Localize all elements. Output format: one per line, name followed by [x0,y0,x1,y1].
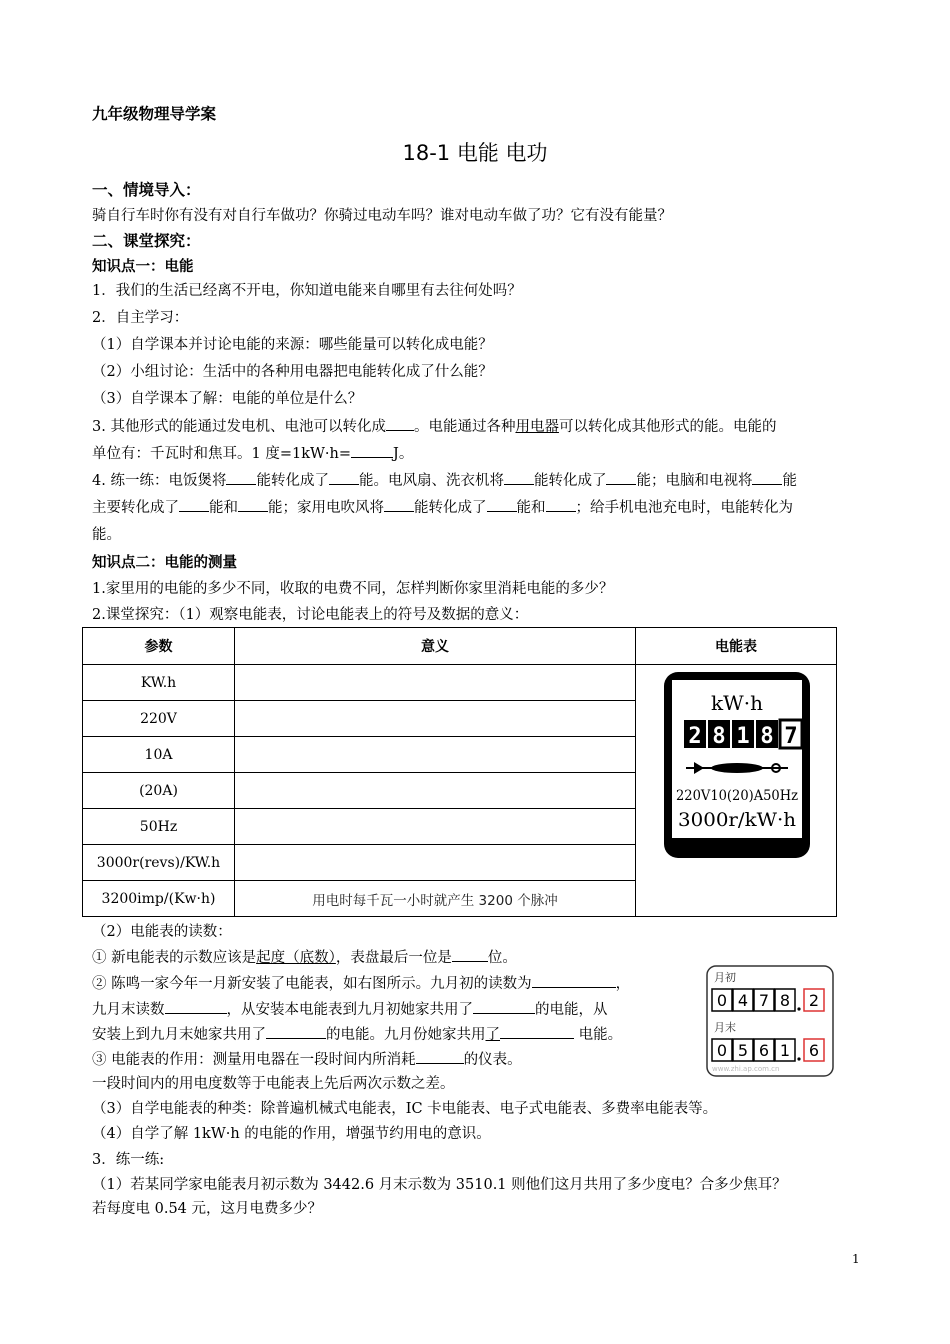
param-cell: 3200imp/(Kw·h) [83,881,235,917]
reading-digit: 1 [779,1041,791,1060]
reading-digit: 8 [779,991,791,1010]
answer-blank[interactable] [487,497,517,512]
param-cell: (20A) [83,773,235,809]
meter-readings-figure [706,965,834,1077]
month-end-label: 月末 [714,1021,736,1034]
reading-digit: 7 [758,991,770,1010]
answer-blank[interactable] [606,470,636,485]
section-explore-heading: 二、课堂探究： [92,232,201,250]
question-2-3: （3）自学课本了解：电能的单位是什么？ [92,391,363,407]
kwh-meaning-line: （4）自学了解 1kW·h 的电能的作用，增强节约用电的意识。 [92,1126,491,1142]
reading-digit: 6 [758,1041,770,1060]
answer-blank[interactable] [752,470,782,485]
exercise-problem-1-cont: 若每度电 0.54 元，这月电费多少？ [92,1201,323,1217]
answer-blank[interactable] [266,1024,326,1039]
reading-digit: 0 [716,1041,728,1060]
reading-line-1: ① 新电能表的示数应该是起度（底数），表盘最后一位是 位。 [92,947,517,968]
reading-line-5: ③ 电能表的作用：测量用电器在一段时间内所消耗 的仪表。 [92,1049,522,1070]
reading-digit: 5 [737,1041,749,1060]
reading-digit: 0 [716,991,728,1010]
meter-digit: 7 [784,724,798,749]
reading-title: （2）电能表的读数： [92,924,232,940]
table-header: 意义 [235,628,636,665]
answer-blank[interactable] [416,1049,464,1064]
reading-line-2: ② 陈鸣一家今年一月新安装了电能表，如右图所示。九月初的读数为 ， [92,973,630,994]
question-3-line1: 3. 其他形式的能通过发电机、电池可以转化成 。电能通过各种用电器可以转化成其他形式的能。电能的 [92,416,776,437]
meter-digit: 8 [712,724,726,749]
measure-question-2: 2.课堂探究：（1）观察电能表，讨论电能表上的符号及数据的意义： [92,607,529,623]
answer-blank[interactable] [238,497,268,512]
reading-digit: 4 [737,991,749,1010]
reading-line-6: 一段时间内的用电度数等于电能表上先后两次示数之差。 [92,1076,455,1092]
param-cell: 3000r(revs)/KW.h [83,845,235,881]
section-intro-heading: 一、情境导入： [92,181,201,199]
meter-digit: 2 [688,724,702,749]
electric-meter-figure [664,672,810,858]
table-header: 电能表 [636,628,837,665]
question-4-line3: 能。 [92,527,121,543]
month-start-label: 月初 [714,971,736,984]
answer-blank[interactable] [329,470,359,485]
answer-blank[interactable] [500,1024,574,1039]
reading-digit: 2 [808,991,820,1010]
question-1: 1．我们的生活已经离不开电，你知道电能来自哪里有去往何处吗？ [92,283,522,299]
param-cell: KW.h [83,665,235,701]
question-4-line2: 主要转化成了 能和 能；家用电吹风将 能转化成了 能和 ；给手机电池充电时，电能转化为 [92,497,793,518]
param-cell: 50Hz [83,809,235,845]
month-end-digits [712,1039,824,1061]
meaning-cell[interactable] [235,845,636,881]
knowledge-point-1: 知识点一：电能 [92,259,194,275]
answer-blank[interactable] [504,470,534,485]
page-title: 18-1 电能 电功 [402,141,548,165]
question-2-2: （2）小组讨论：生活中的各种用电器把电能转化成了什么能？ [92,364,493,380]
reading-line-4: 安装上到九月末她家共用了 的电能。九月份她家共用了 电能。 [92,1024,622,1045]
meter-digit: 8 [760,724,774,749]
meaning-cell: 用电时每千瓦一小时就产生 3200 个脉冲 [235,881,636,917]
answer-blank[interactable] [384,497,414,512]
doc-header: 九年级物理导学案 [92,105,217,123]
answer-blank[interactable] [226,470,256,485]
answer-blank[interactable] [165,999,227,1014]
answer-blank[interactable] [351,443,393,458]
reading-digit: 6 [808,1041,820,1060]
exercise-title: 3．练一练: [92,1152,165,1168]
answer-blank[interactable] [386,416,414,431]
meter-digits [684,720,802,749]
table-header: 参数 [83,628,235,665]
reading-line-3: 九月末读数 ，从安装本电能表到九月初她家共用了 的电能，从 [92,999,608,1020]
watermark-text: www.zhi.ap.com.cn [712,1065,780,1073]
meaning-cell[interactable] [235,773,636,809]
answer-blank[interactable] [473,999,535,1014]
intro-text: 骑自行车时你有没有对自行车做功？你骑过电动车吗？谁对电动车做了功？它有没有能量？ [92,208,672,224]
answer-blank[interactable] [452,947,488,962]
meaning-cell[interactable] [235,665,636,701]
page-number: 1 [852,1252,860,1266]
param-cell: 10A [83,737,235,773]
meaning-cell[interactable] [235,701,636,737]
answer-blank[interactable] [532,973,616,988]
meter-digit: 1 [736,724,750,749]
meaning-cell[interactable] [235,737,636,773]
month-start-digits [712,989,824,1011]
meter-types-line: （3）自学电能表的种类：除普遍机械式电能表，IC 卡电能表、电子式电能表、多费率电能表等。 [92,1101,718,1117]
meter-unit-label: kW·h [711,691,763,715]
question-3-line2: 单位有：千瓦时和焦耳。1 度=1kW·h= J。 [92,443,413,464]
knowledge-point-2: 知识点二：电能的测量 [92,555,237,571]
answer-blank[interactable] [179,497,209,512]
question-2: 2．自主学习： [92,310,189,326]
meter-revolutions-label: 3000r/kW·h [678,809,796,831]
meaning-cell[interactable] [235,809,636,845]
param-cell: 220V [83,701,235,737]
answer-blank[interactable] [546,497,576,512]
question-2-1: （1）自学课本并讨论电能的来源：哪些能量可以转化成电能？ [92,337,493,353]
table-header-row [83,628,837,665]
meter-spec-label: 220V10(20)A50Hz [676,788,798,804]
question-4-line1: 4. 练一练：电饭煲将 能转化成了 能。电风扇、洗衣机将 能转化成了 能；电脑和电视将 能 [92,470,797,491]
exercise-problem-1: （1）若某同学家电能表月初示数为 3442.6 月末示数为 3510.1 则他们这月共用了多少度电？合多少焦耳？ [92,1177,787,1193]
measure-question-1: 1.家里用的电能的多少不同，收取的电费不同，怎样判断你家里消耗电能的多少？ [92,581,614,597]
